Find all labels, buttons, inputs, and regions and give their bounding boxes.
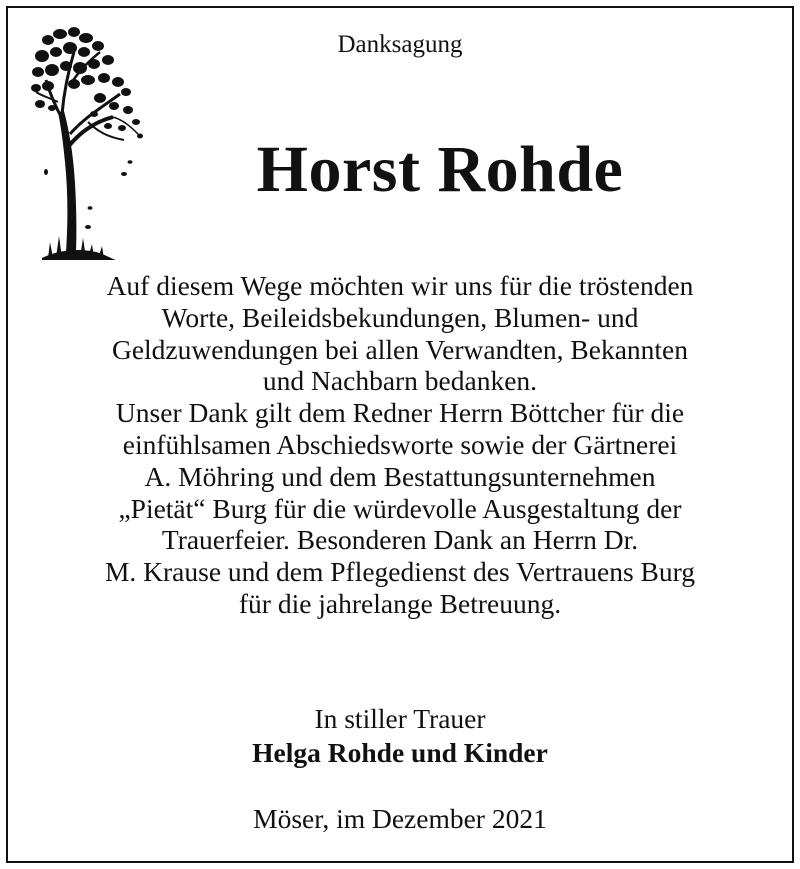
notice-heading: Danksagung — [337, 31, 463, 58]
closing-phrase: In stiller Trauer — [314, 703, 486, 734]
body-line: Unser Dank gilt dem Redner Herrn Böttcher für die — [115, 397, 685, 429]
body-line: einfühlsamen Abschiedsworte sowie der Gärtnerei — [122, 428, 678, 460]
body-line: für die jahrelange Betreuung. — [238, 587, 562, 619]
body-line: und Nachbarn bedanken. — [262, 365, 538, 397]
body-line: Worte, Beileidsbekundungen, Blumen- und — [161, 301, 639, 333]
body-line: „Pietät“ Burg für die würdevolle Ausgestaltung der — [118, 492, 682, 524]
signers: Helga Rohde und Kinder — [252, 737, 548, 768]
thank-you-text — [20, 270, 780, 620]
body-line: M. Krause und dem Pflegedienst des Vertrauens Burg — [104, 556, 696, 588]
body-line: Trauerfeier. Besonderen Dank an Herrn Dr. — [161, 524, 639, 556]
body-line: Auf diesem Wege möchten wir uns für die tröstenden — [106, 270, 694, 301]
closing-block — [0, 702, 800, 770]
deceased-name: Horst Rohde — [256, 133, 624, 206]
place-date: Möser, im Dezember 2021 — [253, 803, 547, 834]
body-line: Geldzuwendungen bei allen Verwandten, Bekannten — [111, 333, 689, 365]
body-line: A. Möhring und dem Bestattungsunternehmen — [144, 460, 656, 492]
